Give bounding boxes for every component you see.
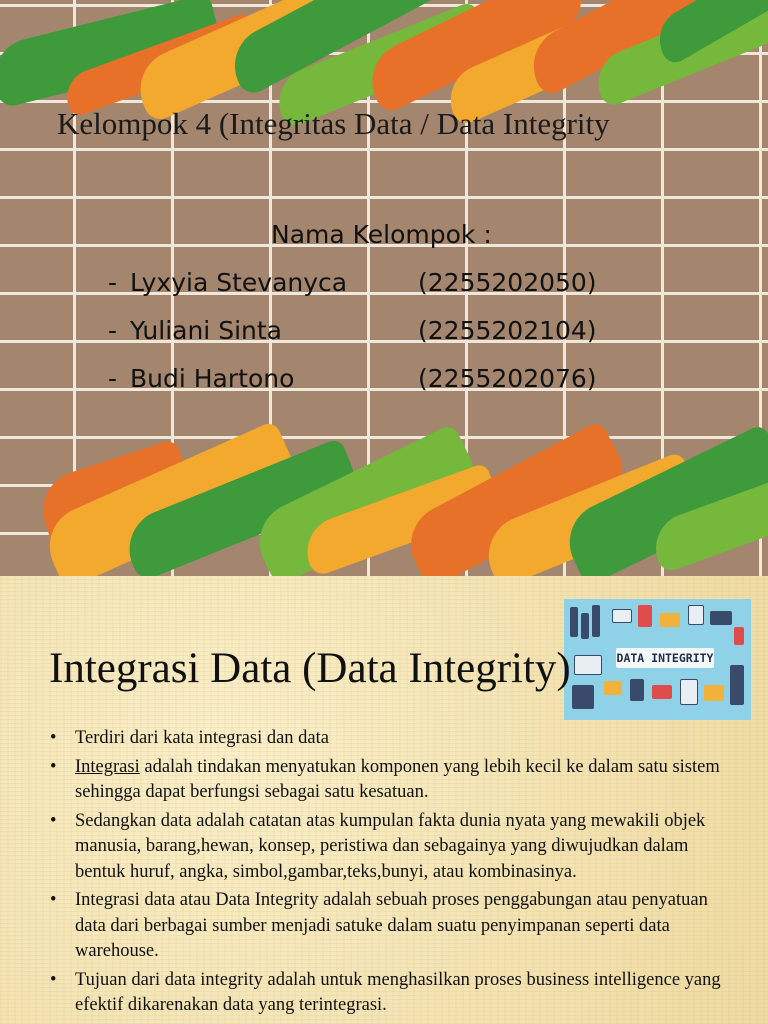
- member-name: Budi Hartono: [130, 364, 295, 393]
- device-icon: [630, 679, 644, 701]
- bullet-item: • Integrasi adalah tindakan menyatukan komponen yang lebih kecil ke dalam satu sistem sehingga dapat berfungsi sebagai satu kesatuan.: [50, 755, 740, 806]
- underlined-term: Integrasi: [75, 756, 140, 777]
- server-icon: [570, 607, 578, 637]
- member-name: Lyxyia Stevanyca: [130, 268, 348, 297]
- device-icon: [660, 613, 680, 627]
- device-icon: [730, 665, 744, 705]
- server-icon: [581, 613, 589, 639]
- device-icon: [704, 685, 724, 701]
- server-icon: [592, 605, 600, 637]
- data-integrity-illustration: [564, 599, 751, 720]
- member-id: (2255202050): [418, 268, 597, 297]
- device-icon: [638, 605, 652, 627]
- member-row: [108, 364, 597, 393]
- device-icon: [734, 627, 744, 645]
- member-id: (2255202104): [418, 316, 597, 345]
- member-id: (2255202076): [418, 364, 597, 393]
- bullet-item: • Terdiri dari kata integrasi dan data: [50, 726, 740, 752]
- device-icon: [710, 611, 732, 625]
- device-icon: [574, 655, 602, 675]
- member-dash: -: [108, 316, 118, 345]
- slide-title: Kelompok 4 (Integritas Data / Data Integrity: [57, 106, 610, 141]
- device-icon: [688, 605, 704, 625]
- bullet-item: • Sedangkan data adalah catatan atas kumpulan fakta dunia nyata yang mewakili objek manusia, barang,hewan, konsep, peristiwa dan sebagainya yang diwujudkan dalam bentuk huruf, angka, simbol,gambar,teks,bunyi, atau kombinasinya.: [50, 809, 740, 886]
- device-icon: [680, 679, 698, 705]
- group-label: Nama Kelompok :: [271, 220, 492, 249]
- slide-heading: Integrasi Data (Data Integrity): [49, 645, 571, 692]
- member-row: [108, 316, 597, 345]
- bullet-item: • Integrasi data atau Data Integrity adalah sebuah proses penggabungan atau penyatuan data dari berbagai sumber menjadi satuke dalam suatu penyimpanan seperti data warehouse.: [50, 888, 740, 965]
- member-row: [108, 268, 597, 297]
- device-icon: [612, 609, 632, 623]
- bullet-item: • Tujuan dari data integrity adalah untuk menghasilkan proses business intelligence yang efektif dikarenakan data yang terintegrasi.: [50, 968, 740, 1019]
- bullet-list: [50, 726, 740, 1022]
- member-dash: -: [108, 364, 118, 393]
- content-slide: [0, 576, 768, 1024]
- member-dash: -: [108, 268, 118, 297]
- device-icon: [652, 685, 672, 699]
- illustration-label: DATA INTEGRITY: [616, 648, 714, 668]
- device-icon: [604, 681, 622, 695]
- member-name: Yuliani Sinta: [130, 316, 282, 345]
- device-icon: [572, 685, 594, 709]
